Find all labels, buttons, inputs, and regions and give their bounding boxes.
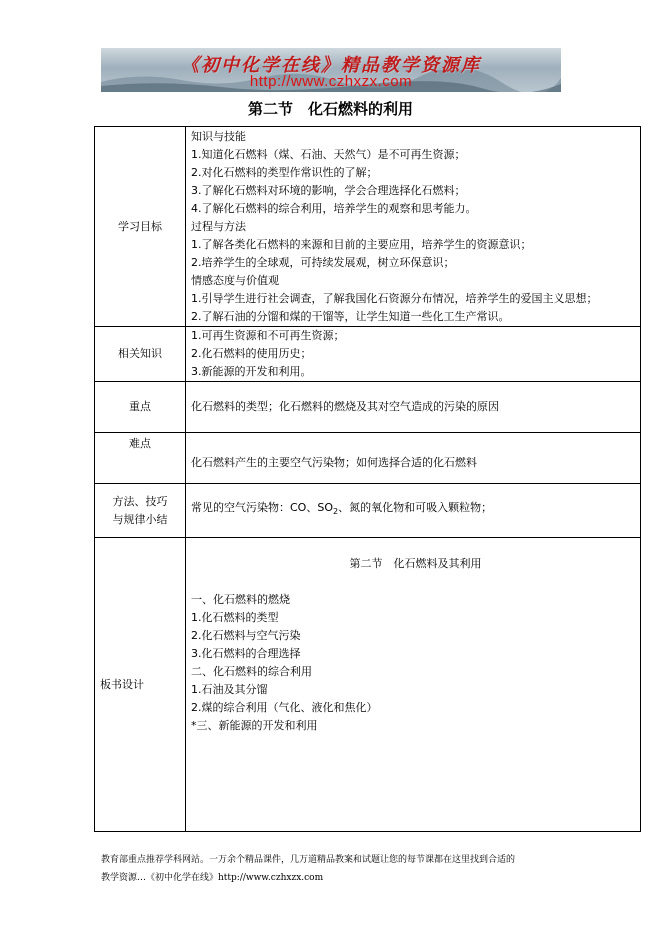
lesson-plan-table [94, 126, 641, 832]
goals-content [186, 127, 641, 327]
methods-label-line: 与规律小结 [112, 512, 168, 526]
page-title: 第二节 化石燃料的利用 [247, 100, 413, 118]
site-banner [101, 48, 561, 92]
key-content: 化石燃料的类型；化石燃料的燃烧及其对空气造成的污染的原因 [186, 382, 641, 433]
goals-line: 1.了解各类化石燃料的来源和目前的主要应用，培养学生的资源意识； [191, 238, 532, 251]
goals-line: 过程与方法 [191, 220, 246, 233]
related-line: 2.化石燃料的使用历史； [191, 347, 312, 360]
methods-label-line: 方法、技巧 [112, 494, 168, 508]
board-line: *三、新能源的开发和利用 [191, 719, 318, 732]
goals-line: 知识与技能 [191, 130, 246, 143]
footer-line: 教学资源…《初中化学在线》http://www.czhxzx.com [101, 873, 324, 883]
board-line: 2.煤的综合利用（气化、液化和焦化） [191, 701, 378, 714]
page-footer [101, 851, 515, 887]
goals-line: 2.对化石燃料的类型作常识性的了解； [191, 166, 378, 179]
banner-url[interactable]: http://www.czhxzx.com [249, 73, 413, 90]
goals-line: 1.引导学生进行社会调查，了解我国化石资源分布情况，培养学生的爱国主义思想； [191, 292, 598, 305]
goals-line: 情感态度与价值观 [191, 274, 279, 287]
table-row-methods [95, 484, 641, 538]
methods-subscript: 2 [332, 507, 339, 517]
table-row-goals [95, 127, 641, 327]
difficult-label: 难点 [95, 433, 186, 484]
related-label: 相关知识 [95, 327, 186, 382]
goals-line: 1.知道化石燃料（煤、石油、天然气）是不可再生资源； [191, 148, 466, 161]
related-content [186, 327, 641, 382]
methods-text: 常见的空气污染物：CO、SO [191, 501, 333, 515]
goals-label: 学习目标 [95, 127, 186, 327]
board-label: 板书设计 [95, 538, 186, 832]
goals-line: 3.了解化石燃料对环境的影响，学会合理选择化石燃料； [191, 184, 466, 197]
board-content [186, 538, 641, 832]
board-heading: 第二节 化石燃料及其利用 [349, 557, 482, 570]
board-line: 1.石油及其分馏 [191, 683, 268, 696]
table-row-difficult [95, 433, 641, 484]
board-line: 1.化石燃料的类型 [191, 611, 279, 624]
board-line: 3.化石燃料的合理选择 [191, 647, 301, 660]
methods-text-suffix: 、氮的氧化物和可吸入颗粒物； [338, 501, 493, 515]
board-line: 一、化石燃料的燃烧 [191, 593, 290, 606]
board-line: 二、化石燃料的综合利用 [191, 665, 312, 678]
goals-line: 2.了解石油的分馏和煤的干馏等，让学生知道一些化工生产常识。 [191, 310, 510, 323]
related-line: 1.可再生资源和不可再生资源； [191, 329, 345, 342]
goals-line: 4.了解化石燃料的综合利用，培养学生的观察和思考能力。 [191, 202, 477, 215]
key-label: 重点 [95, 382, 186, 433]
goals-line: 2.培养学生的全球观，可持续发展观，树立环保意识； [191, 256, 455, 269]
difficult-content: 化石燃料产生的主要空气污染物；如何选择合适的化石燃料 [186, 433, 641, 484]
related-line: 3.新能源的开发和利用。 [191, 365, 312, 378]
methods-content [186, 484, 641, 538]
table-row-key [95, 382, 641, 433]
methods-label [95, 484, 186, 538]
footer-line: 教育部重点推荐学科网站。一万余个精品课件，几万道精品教案和试题让您的每节课都在这里找到合适的 [101, 855, 516, 865]
table-row-board [95, 538, 641, 832]
banner-title: 《初中化学在线》精品教学资源库 [181, 55, 481, 76]
board-line: 2.化石燃料与空气污染 [191, 629, 301, 642]
table-row-related [95, 327, 641, 382]
